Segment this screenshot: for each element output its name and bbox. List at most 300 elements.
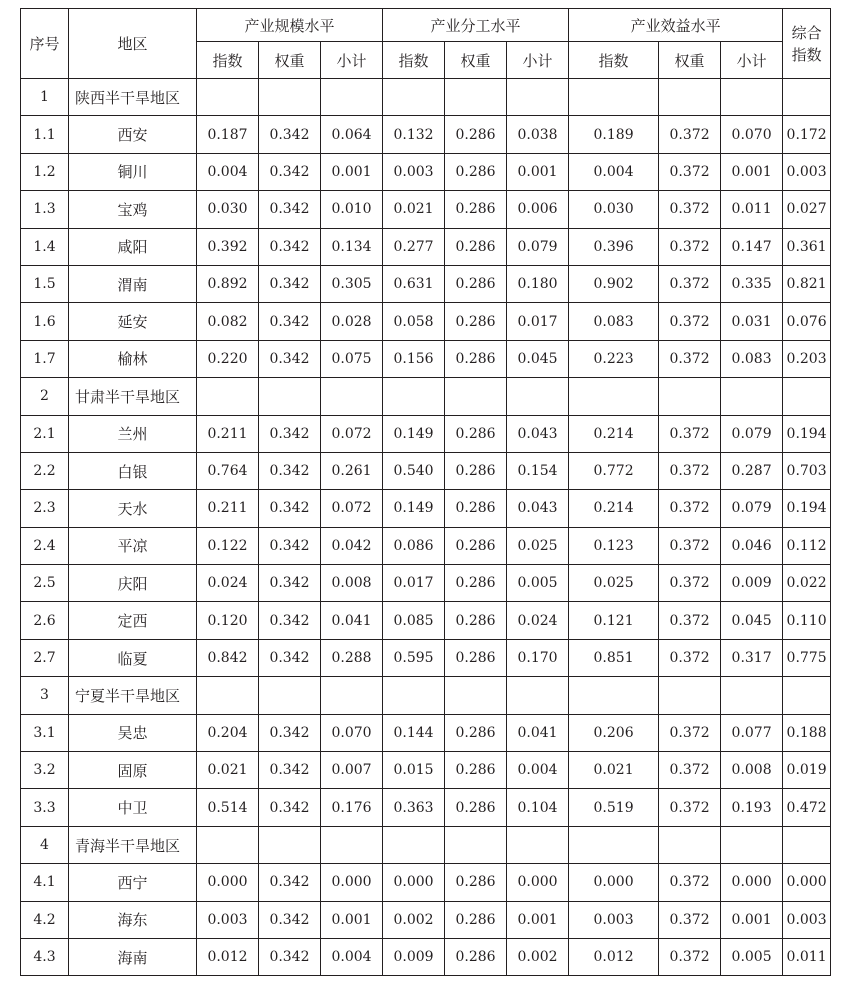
region-name: 白银 xyxy=(69,452,197,489)
cell-composite-index: 0.019 xyxy=(783,752,831,789)
cell-division-index: 0.277 xyxy=(383,228,445,265)
cell-scale-subtotal: 0.010 xyxy=(321,191,383,228)
cell-division-index xyxy=(383,826,445,863)
region-group-name: 甘肃半干旱地区 xyxy=(69,378,197,415)
cell-division-weight: 0.286 xyxy=(445,602,507,639)
cell-efficiency-subtotal: 0.070 xyxy=(721,116,783,153)
cell-division-weight: 0.286 xyxy=(445,415,507,452)
cell-scale-index xyxy=(197,677,259,714)
row-number: 2.5 xyxy=(21,565,69,602)
table-row xyxy=(21,490,831,527)
table-row xyxy=(21,340,831,377)
cell-efficiency-subtotal: 0.335 xyxy=(721,265,783,302)
cell-division-subtotal xyxy=(507,677,569,714)
cell-scale-weight: 0.342 xyxy=(259,490,321,527)
cell-efficiency-weight: 0.372 xyxy=(659,490,721,527)
cell-scale-weight: 0.342 xyxy=(259,116,321,153)
cell-efficiency-index: 0.123 xyxy=(569,527,659,564)
cell-efficiency-index: 0.772 xyxy=(569,452,659,489)
table-row xyxy=(21,153,831,190)
cell-scale-subtotal: 0.072 xyxy=(321,415,383,452)
cell-scale-weight: 0.342 xyxy=(259,228,321,265)
cell-division-index: 0.149 xyxy=(383,490,445,527)
cell-composite-index xyxy=(783,677,831,714)
cell-division-subtotal: 0.000 xyxy=(507,864,569,901)
cell-division-index: 0.003 xyxy=(383,153,445,190)
cell-composite-index: 0.194 xyxy=(783,490,831,527)
region-name: 渭南 xyxy=(69,265,197,302)
cell-efficiency-subtotal: 0.011 xyxy=(721,191,783,228)
header-composite-line2: 指数 xyxy=(791,45,822,64)
cell-efficiency-index: 0.851 xyxy=(569,639,659,676)
region-name: 海东 xyxy=(69,901,197,938)
cell-composite-index: 0.027 xyxy=(783,191,831,228)
cell-scale-subtotal: 0.008 xyxy=(321,565,383,602)
cell-scale-index: 0.082 xyxy=(197,303,259,340)
table-row xyxy=(21,191,831,228)
cell-division-weight: 0.286 xyxy=(445,265,507,302)
cell-division-index: 0.132 xyxy=(383,116,445,153)
cell-composite-index: 0.203 xyxy=(783,340,831,377)
header-scale-weight: 权重 xyxy=(259,42,321,79)
cell-efficiency-weight: 0.372 xyxy=(659,153,721,190)
cell-division-index: 0.085 xyxy=(383,602,445,639)
cell-division-weight: 0.286 xyxy=(445,153,507,190)
cell-division-weight: 0.286 xyxy=(445,490,507,527)
cell-efficiency-index: 0.004 xyxy=(569,153,659,190)
cell-efficiency-subtotal: 0.079 xyxy=(721,415,783,452)
region-name: 庆阳 xyxy=(69,565,197,602)
cell-division-subtotal: 0.038 xyxy=(507,116,569,153)
cell-scale-index: 0.514 xyxy=(197,789,259,826)
row-number: 1.6 xyxy=(21,303,69,340)
cell-scale-index: 0.024 xyxy=(197,565,259,602)
table-row xyxy=(21,864,831,901)
cell-division-weight: 0.286 xyxy=(445,340,507,377)
cell-efficiency-subtotal: 0.317 xyxy=(721,639,783,676)
cell-efficiency-subtotal xyxy=(721,79,783,116)
cell-scale-weight xyxy=(259,79,321,116)
region-name: 铜川 xyxy=(69,153,197,190)
cell-efficiency-subtotal: 0.147 xyxy=(721,228,783,265)
cell-composite-index: 0.000 xyxy=(783,864,831,901)
cell-efficiency-index: 0.223 xyxy=(569,340,659,377)
cell-scale-subtotal: 0.072 xyxy=(321,490,383,527)
cell-efficiency-index: 0.189 xyxy=(569,116,659,153)
cell-composite-index: 0.703 xyxy=(783,452,831,489)
cell-efficiency-index: 0.396 xyxy=(569,228,659,265)
cell-scale-subtotal: 0.305 xyxy=(321,265,383,302)
cell-efficiency-subtotal: 0.287 xyxy=(721,452,783,489)
cell-efficiency-subtotal xyxy=(721,378,783,415)
row-number: 2.2 xyxy=(21,452,69,489)
cell-division-subtotal: 0.079 xyxy=(507,228,569,265)
header-efficiency-subtotal: 小计 xyxy=(721,42,783,79)
cell-efficiency-weight: 0.372 xyxy=(659,901,721,938)
cell-efficiency-index xyxy=(569,378,659,415)
group-row xyxy=(21,79,831,116)
cell-composite-index: 0.022 xyxy=(783,565,831,602)
cell-efficiency-index xyxy=(569,826,659,863)
header-division-weight: 权重 xyxy=(445,42,507,79)
region-group-name: 青海半干旱地区 xyxy=(69,826,197,863)
cell-scale-subtotal: 0.288 xyxy=(321,639,383,676)
region-group-name: 陕西半干旱地区 xyxy=(69,79,197,116)
cell-composite-index: 0.172 xyxy=(783,116,831,153)
cell-division-subtotal: 0.043 xyxy=(507,490,569,527)
cell-scale-subtotal: 0.075 xyxy=(321,340,383,377)
cell-division-weight: 0.286 xyxy=(445,864,507,901)
cell-scale-index: 0.187 xyxy=(197,116,259,153)
cell-scale-index: 0.392 xyxy=(197,228,259,265)
table-row xyxy=(21,265,831,302)
cell-division-index: 0.631 xyxy=(383,265,445,302)
cell-scale-index: 0.204 xyxy=(197,714,259,751)
header-no: 序号 xyxy=(21,9,69,79)
cell-division-index xyxy=(383,79,445,116)
cell-efficiency-index: 0.519 xyxy=(569,789,659,826)
cell-efficiency-weight: 0.372 xyxy=(659,340,721,377)
cell-scale-subtotal xyxy=(321,677,383,714)
header-scale-subtotal: 小计 xyxy=(321,42,383,79)
header-division: 产业分工水平 xyxy=(383,9,569,42)
row-number: 3.3 xyxy=(21,789,69,826)
cell-division-subtotal: 0.025 xyxy=(507,527,569,564)
table-row xyxy=(21,639,831,676)
cell-division-weight xyxy=(445,826,507,863)
cell-scale-subtotal: 0.001 xyxy=(321,901,383,938)
group-row xyxy=(21,378,831,415)
cell-efficiency-weight: 0.372 xyxy=(659,116,721,153)
cell-division-subtotal: 0.180 xyxy=(507,265,569,302)
cell-efficiency-subtotal: 0.083 xyxy=(721,340,783,377)
table-row xyxy=(21,938,831,975)
row-number: 1.3 xyxy=(21,191,69,228)
cell-efficiency-weight: 0.372 xyxy=(659,265,721,302)
cell-efficiency-weight: 0.372 xyxy=(659,639,721,676)
cell-scale-subtotal xyxy=(321,79,383,116)
cell-division-subtotal xyxy=(507,79,569,116)
cell-division-weight: 0.286 xyxy=(445,527,507,564)
header-scale: 产业规模水平 xyxy=(197,9,383,42)
cell-efficiency-weight xyxy=(659,826,721,863)
header-efficiency-index: 指数 xyxy=(569,42,659,79)
cell-efficiency-index: 0.214 xyxy=(569,490,659,527)
cell-scale-weight: 0.342 xyxy=(259,752,321,789)
cell-scale-index: 0.012 xyxy=(197,938,259,975)
cell-efficiency-weight: 0.372 xyxy=(659,191,721,228)
cell-efficiency-index: 0.902 xyxy=(569,265,659,302)
header-division-index: 指数 xyxy=(383,42,445,79)
row-number: 2.1 xyxy=(21,415,69,452)
cell-scale-weight: 0.342 xyxy=(259,714,321,751)
cell-scale-weight: 0.342 xyxy=(259,527,321,564)
cell-division-weight xyxy=(445,79,507,116)
header-efficiency-weight: 权重 xyxy=(659,42,721,79)
cell-composite-index: 0.076 xyxy=(783,303,831,340)
region-name: 宝鸡 xyxy=(69,191,197,228)
cell-division-index: 0.156 xyxy=(383,340,445,377)
cell-division-subtotal: 0.001 xyxy=(507,901,569,938)
header-composite-line1: 综合 xyxy=(791,23,822,42)
cell-scale-weight: 0.342 xyxy=(259,602,321,639)
table-row xyxy=(21,789,831,826)
row-number: 4.1 xyxy=(21,864,69,901)
row-number: 2.6 xyxy=(21,602,69,639)
cell-division-index: 0.086 xyxy=(383,527,445,564)
row-number: 1.7 xyxy=(21,340,69,377)
row-number: 2 xyxy=(21,378,69,415)
table-row xyxy=(21,228,831,265)
region-name: 吴忠 xyxy=(69,714,197,751)
cell-division-index: 0.058 xyxy=(383,303,445,340)
cell-efficiency-subtotal: 0.000 xyxy=(721,864,783,901)
cell-division-index: 0.363 xyxy=(383,789,445,826)
cell-division-subtotal: 0.043 xyxy=(507,415,569,452)
cell-division-index: 0.021 xyxy=(383,191,445,228)
row-number: 1.4 xyxy=(21,228,69,265)
cell-scale-subtotal: 0.134 xyxy=(321,228,383,265)
cell-division-weight: 0.286 xyxy=(445,752,507,789)
industry-level-table xyxy=(20,8,831,976)
region-name: 西安 xyxy=(69,116,197,153)
cell-scale-subtotal: 0.028 xyxy=(321,303,383,340)
row-number: 1.2 xyxy=(21,153,69,190)
cell-division-subtotal: 0.004 xyxy=(507,752,569,789)
table-row xyxy=(21,901,831,938)
table-row xyxy=(21,452,831,489)
cell-efficiency-weight: 0.372 xyxy=(659,789,721,826)
cell-division-subtotal: 0.154 xyxy=(507,452,569,489)
cell-scale-index: 0.030 xyxy=(197,191,259,228)
cell-efficiency-subtotal: 0.031 xyxy=(721,303,783,340)
row-number: 3.1 xyxy=(21,714,69,751)
row-number: 4.3 xyxy=(21,938,69,975)
cell-division-subtotal: 0.024 xyxy=(507,602,569,639)
cell-scale-weight: 0.342 xyxy=(259,303,321,340)
cell-division-weight xyxy=(445,378,507,415)
table-row xyxy=(21,415,831,452)
cell-scale-weight xyxy=(259,378,321,415)
cell-efficiency-index: 0.025 xyxy=(569,565,659,602)
cell-scale-index: 0.120 xyxy=(197,602,259,639)
row-number: 3.2 xyxy=(21,752,69,789)
table-row xyxy=(21,602,831,639)
cell-scale-index xyxy=(197,79,259,116)
row-number: 2.3 xyxy=(21,490,69,527)
table-row xyxy=(21,527,831,564)
cell-scale-index: 0.003 xyxy=(197,901,259,938)
cell-scale-index: 0.764 xyxy=(197,452,259,489)
cell-efficiency-subtotal: 0.001 xyxy=(721,901,783,938)
cell-efficiency-subtotal: 0.045 xyxy=(721,602,783,639)
cell-division-weight: 0.286 xyxy=(445,191,507,228)
cell-division-subtotal: 0.017 xyxy=(507,303,569,340)
cell-efficiency-weight xyxy=(659,677,721,714)
cell-division-index: 0.009 xyxy=(383,938,445,975)
region-group-name: 宁夏半干旱地区 xyxy=(69,677,197,714)
cell-scale-subtotal: 0.261 xyxy=(321,452,383,489)
cell-scale-index xyxy=(197,378,259,415)
cell-scale-weight: 0.342 xyxy=(259,153,321,190)
cell-division-weight: 0.286 xyxy=(445,228,507,265)
cell-composite-index: 0.011 xyxy=(783,938,831,975)
cell-efficiency-subtotal xyxy=(721,826,783,863)
cell-scale-subtotal: 0.000 xyxy=(321,864,383,901)
cell-division-subtotal: 0.001 xyxy=(507,153,569,190)
cell-composite-index xyxy=(783,79,831,116)
cell-scale-weight: 0.342 xyxy=(259,191,321,228)
cell-composite-index: 0.194 xyxy=(783,415,831,452)
header-region: 地区 xyxy=(69,9,197,79)
cell-scale-subtotal: 0.007 xyxy=(321,752,383,789)
cell-efficiency-index: 0.000 xyxy=(569,864,659,901)
cell-efficiency-subtotal xyxy=(721,677,783,714)
cell-division-weight: 0.286 xyxy=(445,789,507,826)
cell-composite-index xyxy=(783,378,831,415)
cell-efficiency-subtotal: 0.193 xyxy=(721,789,783,826)
cell-efficiency-weight xyxy=(659,378,721,415)
table-row xyxy=(21,752,831,789)
cell-efficiency-weight: 0.372 xyxy=(659,565,721,602)
cell-division-weight xyxy=(445,677,507,714)
cell-division-subtotal: 0.005 xyxy=(507,565,569,602)
region-name: 榆林 xyxy=(69,340,197,377)
cell-division-weight: 0.286 xyxy=(445,639,507,676)
cell-efficiency-subtotal: 0.009 xyxy=(721,565,783,602)
cell-scale-subtotal: 0.176 xyxy=(321,789,383,826)
cell-division-index: 0.149 xyxy=(383,415,445,452)
cell-composite-index: 0.188 xyxy=(783,714,831,751)
cell-efficiency-index xyxy=(569,677,659,714)
header-composite xyxy=(783,9,831,79)
header-efficiency: 产业效益水平 xyxy=(569,9,783,42)
cell-division-subtotal: 0.170 xyxy=(507,639,569,676)
cell-composite-index: 0.821 xyxy=(783,265,831,302)
cell-scale-weight xyxy=(259,826,321,863)
cell-composite-index: 0.003 xyxy=(783,901,831,938)
region-name: 咸阳 xyxy=(69,228,197,265)
header-scale-index: 指数 xyxy=(197,42,259,79)
cell-efficiency-subtotal: 0.046 xyxy=(721,527,783,564)
region-name: 兰州 xyxy=(69,415,197,452)
cell-efficiency-index: 0.030 xyxy=(569,191,659,228)
cell-scale-index: 0.842 xyxy=(197,639,259,676)
cell-division-weight: 0.286 xyxy=(445,901,507,938)
cell-efficiency-weight: 0.372 xyxy=(659,938,721,975)
cell-efficiency-subtotal: 0.005 xyxy=(721,938,783,975)
row-number: 1 xyxy=(21,79,69,116)
cell-efficiency-weight: 0.372 xyxy=(659,752,721,789)
cell-efficiency-subtotal: 0.008 xyxy=(721,752,783,789)
cell-division-index: 0.595 xyxy=(383,639,445,676)
cell-scale-index: 0.892 xyxy=(197,265,259,302)
cell-scale-weight: 0.342 xyxy=(259,340,321,377)
cell-efficiency-weight: 0.372 xyxy=(659,864,721,901)
cell-scale-index xyxy=(197,826,259,863)
cell-scale-subtotal: 0.041 xyxy=(321,602,383,639)
table-row xyxy=(21,714,831,751)
cell-composite-index xyxy=(783,826,831,863)
table-row xyxy=(21,303,831,340)
cell-efficiency-index xyxy=(569,79,659,116)
cell-division-index: 0.015 xyxy=(383,752,445,789)
cell-scale-subtotal xyxy=(321,378,383,415)
row-number: 1.1 xyxy=(21,116,69,153)
region-name: 西宁 xyxy=(69,864,197,901)
cell-division-subtotal: 0.045 xyxy=(507,340,569,377)
region-name: 临夏 xyxy=(69,639,197,676)
cell-scale-subtotal: 0.070 xyxy=(321,714,383,751)
row-number: 2.4 xyxy=(21,527,69,564)
cell-composite-index: 0.112 xyxy=(783,527,831,564)
cell-scale-subtotal: 0.004 xyxy=(321,938,383,975)
cell-efficiency-weight: 0.372 xyxy=(659,415,721,452)
region-name: 海南 xyxy=(69,938,197,975)
cell-composite-index: 0.003 xyxy=(783,153,831,190)
cell-division-index: 0.540 xyxy=(383,452,445,489)
region-name: 定西 xyxy=(69,602,197,639)
cell-division-subtotal xyxy=(507,826,569,863)
cell-composite-index: 0.775 xyxy=(783,639,831,676)
region-name: 延安 xyxy=(69,303,197,340)
cell-division-subtotal: 0.006 xyxy=(507,191,569,228)
cell-division-weight: 0.286 xyxy=(445,303,507,340)
cell-division-weight: 0.286 xyxy=(445,714,507,751)
cell-efficiency-weight xyxy=(659,79,721,116)
cell-efficiency-subtotal: 0.079 xyxy=(721,490,783,527)
cell-composite-index: 0.472 xyxy=(783,789,831,826)
cell-division-weight: 0.286 xyxy=(445,116,507,153)
cell-division-index: 0.000 xyxy=(383,864,445,901)
cell-scale-index: 0.220 xyxy=(197,340,259,377)
cell-efficiency-weight: 0.372 xyxy=(659,303,721,340)
cell-scale-index: 0.211 xyxy=(197,415,259,452)
cell-division-index xyxy=(383,378,445,415)
cell-scale-index: 0.004 xyxy=(197,153,259,190)
header-division-subtotal: 小计 xyxy=(507,42,569,79)
group-row xyxy=(21,677,831,714)
cell-scale-weight: 0.342 xyxy=(259,265,321,302)
cell-efficiency-index: 0.003 xyxy=(569,901,659,938)
row-number: 2.7 xyxy=(21,639,69,676)
cell-scale-subtotal: 0.064 xyxy=(321,116,383,153)
table-body xyxy=(21,79,831,976)
region-name: 平凉 xyxy=(69,527,197,564)
cell-division-subtotal: 0.104 xyxy=(507,789,569,826)
cell-division-weight: 0.286 xyxy=(445,938,507,975)
cell-scale-weight: 0.342 xyxy=(259,452,321,489)
cell-division-subtotal: 0.041 xyxy=(507,714,569,751)
cell-scale-subtotal: 0.001 xyxy=(321,153,383,190)
cell-division-index: 0.017 xyxy=(383,565,445,602)
cell-scale-weight: 0.342 xyxy=(259,639,321,676)
cell-scale-weight xyxy=(259,677,321,714)
cell-scale-weight: 0.342 xyxy=(259,901,321,938)
cell-efficiency-index: 0.214 xyxy=(569,415,659,452)
group-row xyxy=(21,826,831,863)
cell-scale-weight: 0.342 xyxy=(259,938,321,975)
cell-efficiency-subtotal: 0.077 xyxy=(721,714,783,751)
cell-division-index xyxy=(383,677,445,714)
cell-division-subtotal xyxy=(507,378,569,415)
cell-efficiency-weight: 0.372 xyxy=(659,228,721,265)
cell-efficiency-index: 0.206 xyxy=(569,714,659,751)
cell-efficiency-weight: 0.372 xyxy=(659,452,721,489)
table-header xyxy=(21,9,831,79)
row-number: 4 xyxy=(21,826,69,863)
cell-division-weight: 0.286 xyxy=(445,452,507,489)
